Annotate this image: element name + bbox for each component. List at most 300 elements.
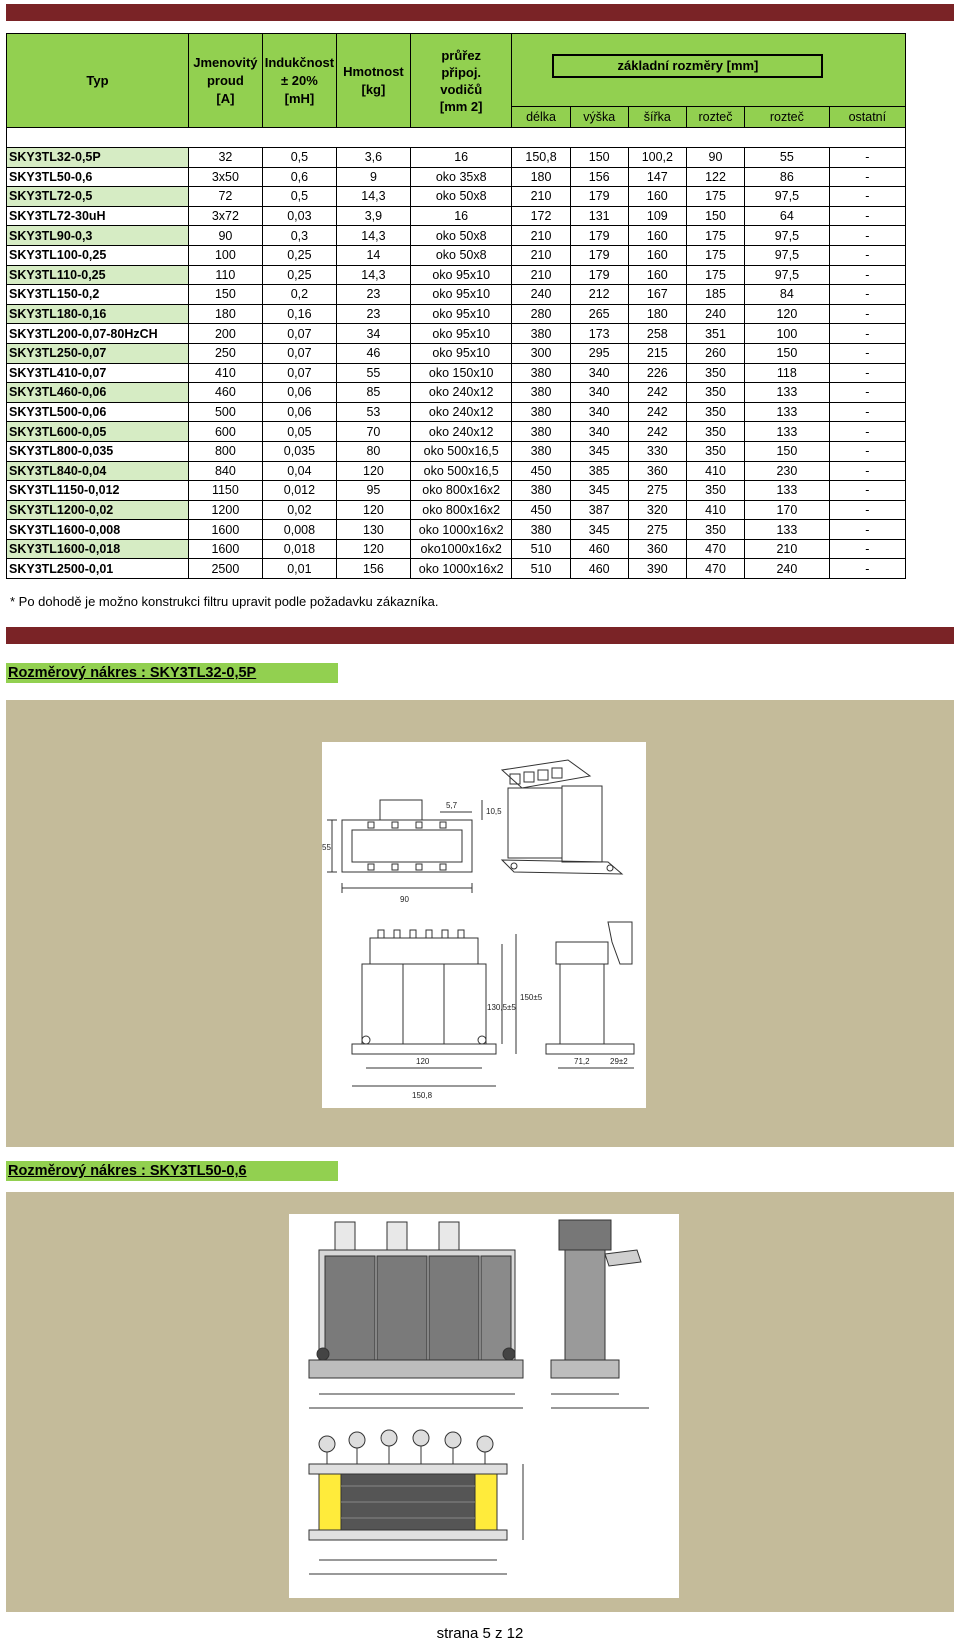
- table-cell: 351: [686, 324, 744, 344]
- drawing-1-title: Rozměrový nákres : SKY3TL32-0,5P: [6, 663, 338, 683]
- table-cell: 100: [188, 245, 262, 265]
- table-cell: 1600: [188, 520, 262, 540]
- table-cell: 97,5: [745, 187, 830, 207]
- table-cell: 0,03: [262, 206, 336, 226]
- dim-120: 120: [416, 1057, 430, 1066]
- table-cell: 175: [686, 245, 744, 265]
- table-row: [7, 324, 906, 344]
- table-cell: 380: [512, 422, 570, 442]
- table-cell: 510: [512, 539, 570, 559]
- table-cell: 380: [512, 383, 570, 403]
- table-cell: 23: [336, 304, 410, 324]
- table-cell: 85: [336, 383, 410, 403]
- type-cell: SKY3TL840-0,04: [7, 461, 189, 481]
- table-cell: 64: [745, 206, 830, 226]
- header-vyska: výška: [570, 107, 628, 128]
- table-cell: 16: [410, 148, 512, 168]
- table-cell: 14,3: [336, 265, 410, 285]
- table-cell: 23: [336, 285, 410, 305]
- table-cell: 86: [745, 167, 830, 187]
- table-cell: oko 95x10: [410, 343, 512, 363]
- table-cell: 3x72: [188, 206, 262, 226]
- table-cell: oko 50x8: [410, 187, 512, 207]
- table-cell: 180: [628, 304, 686, 324]
- table-cell: oko 800x16x2: [410, 481, 512, 501]
- table-cell: oko 50x8: [410, 245, 512, 265]
- header-hmotnost: Hmotnost [kg]: [336, 34, 410, 128]
- table-cell: 120: [336, 461, 410, 481]
- type-cell: SKY3TL1200-0,02: [7, 500, 189, 520]
- type-cell: SKY3TL2500-0,01: [7, 559, 189, 579]
- type-cell: SKY3TL72-0,5: [7, 187, 189, 207]
- table-cell: -: [829, 148, 905, 168]
- table-cell: -: [829, 402, 905, 422]
- table-cell: 9: [336, 167, 410, 187]
- table-cell: 380: [512, 481, 570, 501]
- table-cell: 179: [570, 245, 628, 265]
- drawing-2-panel: [6, 1192, 954, 1612]
- page-number: strana 5 z 12: [436, 1625, 524, 1642]
- table-cell: 147: [628, 167, 686, 187]
- table-cell: 340: [570, 422, 628, 442]
- type-cell: SKY3TL1150-0,012: [7, 481, 189, 501]
- table-cell: 120: [336, 500, 410, 520]
- table-cell: 170: [745, 500, 830, 520]
- table-cell: 360: [628, 539, 686, 559]
- table-cell: -: [829, 226, 905, 246]
- type-cell: SKY3TL150-0,2: [7, 285, 189, 305]
- table-cell: 14,3: [336, 187, 410, 207]
- table-cell: 470: [686, 559, 744, 579]
- table-cell: 0,012: [262, 481, 336, 501]
- table-cell: 173: [570, 324, 628, 344]
- table-cell: 179: [570, 265, 628, 285]
- table-cell: 14,3: [336, 226, 410, 246]
- table-cell: -: [829, 187, 905, 207]
- table-cell: 3x50: [188, 167, 262, 187]
- table-cell: 100,2: [628, 148, 686, 168]
- dim-150-8: 150,8: [412, 1091, 433, 1100]
- table-cell: -: [829, 422, 905, 442]
- type-cell: SKY3TL90-0,3: [7, 226, 189, 246]
- table-cell: 345: [570, 481, 628, 501]
- table-cell: 0,5: [262, 148, 336, 168]
- table-cell: 200: [188, 324, 262, 344]
- table-cell: -: [829, 441, 905, 461]
- table-cell: 0,6: [262, 167, 336, 187]
- footnote: * Po dohodě je možno konstrukci filtru upravit podle požadavku zákazníka.: [10, 594, 439, 609]
- table-cell: 210: [512, 187, 570, 207]
- dim-90: 90: [400, 895, 409, 904]
- table-cell: 90: [686, 148, 744, 168]
- table-cell: 212: [570, 285, 628, 305]
- header-proud: Jmenovitý proud [A]: [188, 34, 262, 128]
- table-cell: oko 240x12: [410, 422, 512, 442]
- table-cell: 340: [570, 363, 628, 383]
- table-cell: 55: [745, 148, 830, 168]
- table-cell: 242: [628, 383, 686, 403]
- type-cell: SKY3TL110-0,25: [7, 265, 189, 285]
- table-row: [7, 500, 906, 520]
- table-cell: 160: [628, 265, 686, 285]
- table-cell: -: [829, 324, 905, 344]
- reactor-parameters-table: [6, 33, 906, 579]
- table-cell: 3,6: [336, 148, 410, 168]
- type-cell: SKY3TL100-0,25: [7, 245, 189, 265]
- table-cell: 0,018: [262, 539, 336, 559]
- table-cell: -: [829, 206, 905, 226]
- table-cell: oko 240x12: [410, 383, 512, 403]
- table-cell: 360: [628, 461, 686, 481]
- table-cell: 210: [512, 245, 570, 265]
- spacer-row: [7, 128, 906, 148]
- table-cell: 109: [628, 206, 686, 226]
- table-row: [7, 383, 906, 403]
- table-cell: -: [829, 304, 905, 324]
- table-cell: 120: [336, 539, 410, 559]
- table-cell: oko 95x10: [410, 304, 512, 324]
- dim-5-7: 5,7: [446, 801, 458, 810]
- table-cell: 258: [628, 324, 686, 344]
- table-cell: 450: [512, 500, 570, 520]
- type-cell: SKY3TL32-0,5P: [7, 148, 189, 168]
- type-cell: SKY3TL500-0,06: [7, 402, 189, 422]
- header-prurez: průřez připoj. vodičů [mm 2]: [410, 34, 512, 128]
- type-cell: SKY3TL1600-0,008: [7, 520, 189, 540]
- table-cell: 0,07: [262, 324, 336, 344]
- type-cell: SKY3TL250-0,07: [7, 343, 189, 363]
- table-cell: -: [829, 167, 905, 187]
- table-cell: 150: [570, 148, 628, 168]
- table-cell: oko 240x12: [410, 402, 512, 422]
- table-cell: oko1000x16x2: [410, 539, 512, 559]
- table-cell: 380: [512, 363, 570, 383]
- table-cell: 34: [336, 324, 410, 344]
- drawing-1-image: [322, 742, 646, 1108]
- drawing-1-panel: [6, 700, 954, 1147]
- table-cell: 275: [628, 481, 686, 501]
- table-cell: 156: [570, 167, 628, 187]
- table-cell: 460: [570, 559, 628, 579]
- type-cell: SKY3TL460-0,06: [7, 383, 189, 403]
- table-cell: -: [829, 539, 905, 559]
- table-cell: 350: [686, 422, 744, 442]
- type-cell: SKY3TL600-0,05: [7, 422, 189, 442]
- table-cell: 385: [570, 461, 628, 481]
- table-cell: 150: [745, 343, 830, 363]
- table-cell: 280: [512, 304, 570, 324]
- table-cell: 320: [628, 500, 686, 520]
- table-cell: 32: [188, 148, 262, 168]
- table-cell: 210: [512, 265, 570, 285]
- header-typ: Typ: [7, 34, 189, 128]
- table-row: [7, 441, 906, 461]
- table-cell: 180: [188, 304, 262, 324]
- table-cell: 1600: [188, 539, 262, 559]
- type-cell: SKY3TL200-0,07-80HzCH: [7, 324, 189, 344]
- table-cell: 350: [686, 520, 744, 540]
- table-cell: 240: [686, 304, 744, 324]
- table-cell: 295: [570, 343, 628, 363]
- dim-10-5: 10,5: [486, 807, 502, 816]
- table-cell: oko 95x10: [410, 324, 512, 344]
- table-row: [7, 481, 906, 501]
- table-row: [7, 304, 906, 324]
- table-cell: 345: [570, 441, 628, 461]
- table-cell: -: [829, 383, 905, 403]
- dimensional-drawing-2: [289, 1214, 679, 1598]
- dim-71-2: 71,2: [574, 1057, 590, 1066]
- type-cell: SKY3TL800-0,035: [7, 441, 189, 461]
- table-cell: 0,02: [262, 500, 336, 520]
- table-row: [7, 363, 906, 383]
- table-cell: 300: [512, 343, 570, 363]
- table-cell: 0,06: [262, 383, 336, 403]
- table-cell: 16: [410, 206, 512, 226]
- drawing-2-title: Rozměrový nákres : SKY3TL50-0,6: [6, 1161, 338, 1181]
- table-cell: 275: [628, 520, 686, 540]
- table-cell: 179: [570, 187, 628, 207]
- table-cell: 800: [188, 441, 262, 461]
- table-cell: 240: [512, 285, 570, 305]
- table-cell: 350: [686, 383, 744, 403]
- table-cell: 0,008: [262, 520, 336, 540]
- table-cell: 210: [512, 226, 570, 246]
- dim-130-5: 130,5±5: [487, 1003, 516, 1012]
- table-cell: 130: [336, 520, 410, 540]
- table-row: [7, 559, 906, 579]
- table-row: [7, 539, 906, 559]
- drawing-2-image: [289, 1214, 679, 1598]
- table-cell: 80: [336, 441, 410, 461]
- table-cell: 215: [628, 343, 686, 363]
- table-cell: 330: [628, 441, 686, 461]
- table-cell: 0,04: [262, 461, 336, 481]
- table-cell: 133: [745, 402, 830, 422]
- dim-29: 29±2: [610, 1057, 628, 1066]
- table-cell: 118: [745, 363, 830, 383]
- table-cell: 179: [570, 226, 628, 246]
- table-cell: 0,25: [262, 265, 336, 285]
- table-row: [7, 265, 906, 285]
- divider-bar: [6, 627, 954, 644]
- header-roztec-1: rozteč: [686, 107, 744, 128]
- table-row: [7, 148, 906, 168]
- header-dimensions: [512, 34, 906, 107]
- table-cell: -: [829, 245, 905, 265]
- table-cell: 0,01: [262, 559, 336, 579]
- table-cell: -: [829, 363, 905, 383]
- table-cell: -: [829, 265, 905, 285]
- table-cell: 0,07: [262, 363, 336, 383]
- dimensional-drawing-1: [322, 742, 646, 1108]
- table-cell: 150,8: [512, 148, 570, 168]
- table-cell: 230: [745, 461, 830, 481]
- top-bar: [6, 4, 954, 21]
- table-cell: 340: [570, 402, 628, 422]
- table-cell: 350: [686, 441, 744, 461]
- table-cell: 350: [686, 402, 744, 422]
- table-cell: 133: [745, 383, 830, 403]
- table-cell: 460: [188, 383, 262, 403]
- table-cell: 0,25: [262, 245, 336, 265]
- table-row: [7, 206, 906, 226]
- type-cell: SKY3TL410-0,07: [7, 363, 189, 383]
- table-row: [7, 245, 906, 265]
- table-cell: 172: [512, 206, 570, 226]
- table-cell: -: [829, 520, 905, 540]
- table-cell: 150: [686, 206, 744, 226]
- table-cell: 345: [570, 520, 628, 540]
- table-cell: 167: [628, 285, 686, 305]
- dimensions-title: základní rozměry [mm]: [552, 54, 823, 78]
- table-cell: 133: [745, 422, 830, 442]
- type-cell: SKY3TL50-0,6: [7, 167, 189, 187]
- table-cell: 180: [512, 167, 570, 187]
- table-cell: 387: [570, 500, 628, 520]
- table-cell: 410: [686, 500, 744, 520]
- table-cell: 150: [745, 441, 830, 461]
- table-cell: 175: [686, 187, 744, 207]
- table-cell: 0,5: [262, 187, 336, 207]
- table-cell: 1150: [188, 481, 262, 501]
- table-cell: 156: [336, 559, 410, 579]
- table-cell: 95: [336, 481, 410, 501]
- table-cell: oko 500x16,5: [410, 441, 512, 461]
- table-cell: oko 1000x16x2: [410, 559, 512, 579]
- table-cell: 120: [745, 304, 830, 324]
- table-cell: 600: [188, 422, 262, 442]
- table-cell: 131: [570, 206, 628, 226]
- table-cell: oko 800x16x2: [410, 500, 512, 520]
- header-roztec-2: rozteč: [745, 107, 830, 128]
- dim-150: 150±5: [520, 993, 543, 1002]
- table-cell: 160: [628, 245, 686, 265]
- table-cell: 0,07: [262, 343, 336, 363]
- table-cell: 240: [745, 559, 830, 579]
- table-row: [7, 187, 906, 207]
- table-cell: 97,5: [745, 265, 830, 285]
- table-cell: 14: [336, 245, 410, 265]
- table-cell: 46: [336, 343, 410, 363]
- table-cell: 70: [336, 422, 410, 442]
- table-cell: 3,9: [336, 206, 410, 226]
- table-cell: 84: [745, 285, 830, 305]
- table-cell: 390: [628, 559, 686, 579]
- table-cell: 840: [188, 461, 262, 481]
- table-cell: 97,5: [745, 245, 830, 265]
- table-cell: 2500: [188, 559, 262, 579]
- table-cell: oko 500x16,5: [410, 461, 512, 481]
- table-cell: 185: [686, 285, 744, 305]
- table-cell: 260: [686, 343, 744, 363]
- table-cell: 133: [745, 520, 830, 540]
- table-row: [7, 226, 906, 246]
- header-ostatni: ostatní: [829, 107, 905, 128]
- table-cell: 410: [188, 363, 262, 383]
- table-cell: 0,05: [262, 422, 336, 442]
- table-cell: 0,035: [262, 441, 336, 461]
- table-cell: 500: [188, 402, 262, 422]
- header-sirka: šířka: [628, 107, 686, 128]
- table-cell: 350: [686, 481, 744, 501]
- table-cell: 410: [686, 461, 744, 481]
- dim-55: 55: [322, 843, 331, 852]
- table-cell: 380: [512, 324, 570, 344]
- table-cell: oko 50x8: [410, 226, 512, 246]
- table-row: [7, 422, 906, 442]
- table-cell: 150: [188, 285, 262, 305]
- table-cell: -: [829, 481, 905, 501]
- table-cell: 110: [188, 265, 262, 285]
- table-row: [7, 520, 906, 540]
- table-cell: 470: [686, 539, 744, 559]
- table-cell: oko 150x10: [410, 363, 512, 383]
- table-cell: 380: [512, 520, 570, 540]
- table-cell: 340: [570, 383, 628, 403]
- table-cell: 175: [686, 226, 744, 246]
- table-cell: 350: [686, 363, 744, 383]
- table-cell: 265: [570, 304, 628, 324]
- table-cell: 0,16: [262, 304, 336, 324]
- table-cell: 242: [628, 422, 686, 442]
- header-delka: délka: [512, 107, 570, 128]
- table-cell: 175: [686, 265, 744, 285]
- table-row: [7, 402, 906, 422]
- table-cell: -: [829, 559, 905, 579]
- table-cell: -: [829, 285, 905, 305]
- table-cell: 55: [336, 363, 410, 383]
- table-row: [7, 167, 906, 187]
- table-cell: 53: [336, 402, 410, 422]
- table-cell: 250: [188, 343, 262, 363]
- table-cell: 450: [512, 461, 570, 481]
- table-cell: -: [829, 500, 905, 520]
- table-cell: 0,06: [262, 402, 336, 422]
- table-cell: 0,2: [262, 285, 336, 305]
- table-cell: 0,3: [262, 226, 336, 246]
- table-cell: -: [829, 461, 905, 481]
- table-cell: 1200: [188, 500, 262, 520]
- table-cell: 90: [188, 226, 262, 246]
- table-cell: oko 95x10: [410, 285, 512, 305]
- table-cell: 380: [512, 402, 570, 422]
- table-cell: 72: [188, 187, 262, 207]
- type-cell: SKY3TL1600-0,018: [7, 539, 189, 559]
- table-cell: 226: [628, 363, 686, 383]
- table-row: [7, 285, 906, 305]
- type-cell: SKY3TL72-30uH: [7, 206, 189, 226]
- table-cell: 242: [628, 402, 686, 422]
- table-cell: 210: [745, 539, 830, 559]
- table-cell: -: [829, 343, 905, 363]
- table-cell: 380: [512, 441, 570, 461]
- table-row: [7, 461, 906, 481]
- table-cell: 160: [628, 226, 686, 246]
- table-cell: 160: [628, 187, 686, 207]
- table-cell: oko 35x8: [410, 167, 512, 187]
- table-cell: 460: [570, 539, 628, 559]
- table-cell: 122: [686, 167, 744, 187]
- table-cell: 510: [512, 559, 570, 579]
- table-cell: oko 95x10: [410, 265, 512, 285]
- table-row: [7, 343, 906, 363]
- type-cell: SKY3TL180-0,16: [7, 304, 189, 324]
- table-cell: 133: [745, 481, 830, 501]
- table-cell: 97,5: [745, 226, 830, 246]
- table-cell: oko 1000x16x2: [410, 520, 512, 540]
- table-cell: 100: [745, 324, 830, 344]
